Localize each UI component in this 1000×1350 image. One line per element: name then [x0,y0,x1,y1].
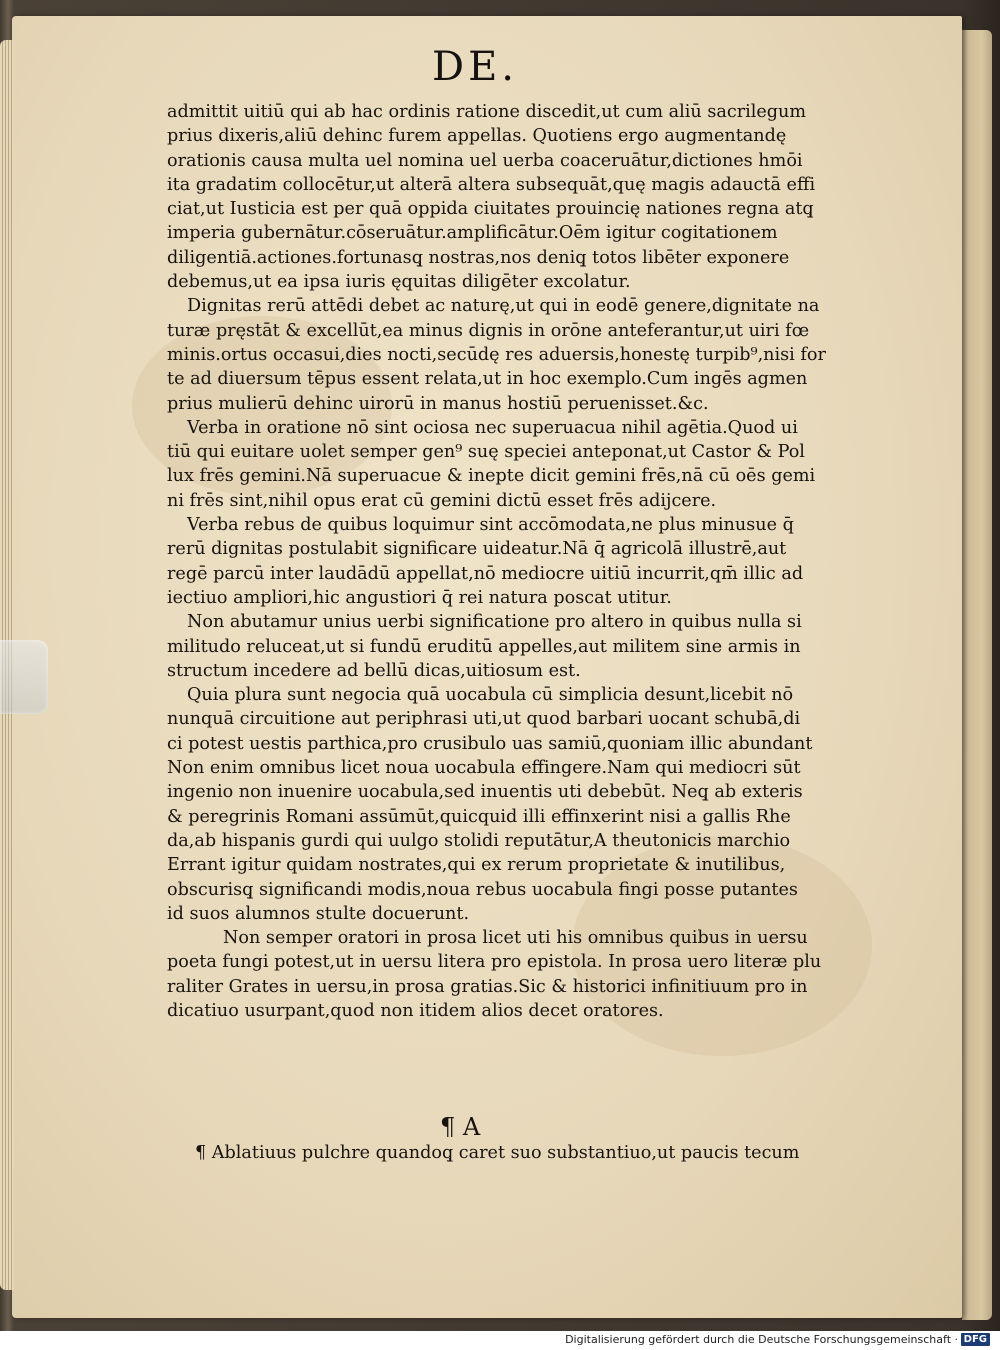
text-line: Quia plura sunt negocia quā uocabula cū simplicia desunt,licebit nō [187,685,794,706]
plastic-page-clip [0,640,48,714]
text-line: admittit uitiū qui ab hac ordinis ratione discedit,ut cum aliū sacrilegum [167,102,807,122]
paragraph [167,416,879,513]
text-line: ci potest uestis parthica,pro crusibulo uas samiū,quoniam illic abundant [167,733,813,754]
digitization-credit: Digitalisierung gefördert durch die Deutsche Forschungsgemeinschaft · [565,1333,958,1346]
text-line: militudo reluceat,ut si fundū eruditū appelles,aut militem sine armis in [167,636,801,657]
text-line: Verba rebus de quibus loquimur sint accōmodata,ne plus minusue q̄ [187,515,794,536]
text-line: nunquā circuitione aut periphrasi uti,ut quod barbari uocant schubā,di [167,709,801,730]
text-line: tiū qui euitare uolet semper gen⁹ suę speciei anteponat,ut Castor & Pol [167,442,805,463]
text-line: prius mulierū dehinc uirorū in manus hostiū peruenisset.&c. [167,393,709,414]
paragraph [167,294,879,415]
text-line: minis.ortus occasui,dies nocti,secūdę res aduersis,honestę turpib⁹,nisi for [167,344,826,365]
text-line: ni frēs sint,nihil opus erat cū gemini dictū esset frēs adijcere. [167,490,717,511]
text-line: id suos alumnos stulte docuerunt. [167,903,470,924]
text-line: ita gradatim collocētur,ut alterā altera subsequāt,quę magis adauctā effi [167,174,816,195]
paragraph [167,610,879,683]
text-line: diligentiā.actiones.fortunasq̧ nostras,nos deniq̧ totos libēter exponere [167,247,790,268]
text-line: ciat,ut Iusticia est per quā oppida ciuitates prouincię nationes regna atq̧ [167,199,814,220]
text-line: iectiuo ampliori,hic angustiori q̄ rei natura poscat utitur. [167,587,672,608]
facing-page-edge [962,30,992,1320]
text-line: Dignitas rerū attēdi debet ac naturę,ut qui in eodē genere,dignitate na [187,296,820,317]
dfg-logo: DFG [961,1333,990,1346]
section-heading: ¶ A [440,1113,481,1141]
text-line: structum incedere ad bellū dicas,uitiosum est. [167,660,581,681]
text-line: debemus,ut ea ipsa iuris ęquitas diligēter excolatur. [167,272,631,293]
paragraph [167,683,879,926]
text-line: regē parcū inter laudādū appellat,nō mediocre uitiū incurrit,qm̄ illic ad [167,563,804,584]
text-line: Errant igitur quidam nostrates,qui ex rerum proprietate & inutilibus, [167,855,786,876]
text-line: Non abutamur unius uerbi significatione pro altero in quibus nulla si [187,612,802,633]
text-line: te ad diuersum tēpus essent relata,ut in hoc exemplo.Cum ingēs agmen [167,369,808,390]
catchword-line: ¶ Ablatiuus pulchre quandoq̧ caret suo substantiuo,ut paucis tecum [195,1143,800,1163]
paragraph [167,100,879,294]
text-line: lux frēs gemini.Nā superuacue & inepte dicit gemini frēs,nā cū oēs gemi [167,466,816,487]
text-line: da,ab hispanis gurdi qui uulgo stolidi reputātur,A theutonicis marchio [167,830,791,851]
text-line: raliter Grates in uersu,in prosa gratias.Sic & historici infinitiuum pro in [167,976,808,997]
text-line: obscurisq̧ significandi modis,noua rebus uocabula fingi posse putantes [167,879,798,900]
running-header: DE. [432,44,518,90]
text-line: ingenio non inuenire uocabula,sed inuentis uti debebūt. Neq̧ ab exteris [167,782,803,803]
text-line: poeta fungi potest,ut in uersu litera pro epistola. In prosa uero literæ plu [167,952,822,973]
text-line: Non enim omnibus licet noua uocabula effingere.Nam qui mediocri sūt [167,758,801,779]
text-line: rerū dignitas postulabit significare uideatur.Nā q̄ agricolā illustrē,aut [167,539,787,560]
paragraph [167,513,879,610]
text-line: Non semper oratori in prosa licet uti his omnibus quibus in uersu [223,928,808,949]
text-line: Verba in oratione nō sint ociosa nec superuacua nihil agētia.Quod ui [187,417,798,438]
text-line: dicatiuo usurpant,quod non itidem alios decet oratores. [167,1000,664,1021]
text-line: imperia gubernātur.cōseruātur.amplificātur.Oēm igitur cogitationem [167,223,778,244]
text-line: orationis causa multa uel nomina uel uerba coaceruātur,dictiones hmōi [167,150,803,171]
text-line: prius dixeris,aliū dehinc furem appellas. Quotiens ergo augmentandę [167,126,787,147]
paragraph [167,926,879,1023]
text-line: turæ pręstāt & excellūt,ea minus dignis in orōne anteferantur,ut uiri fœ [167,320,810,341]
text-line: & peregrinis Romani assūmūt,quicquid illi effinxerint nisi a gallis Rhe [167,806,791,827]
body-text [167,100,879,1023]
